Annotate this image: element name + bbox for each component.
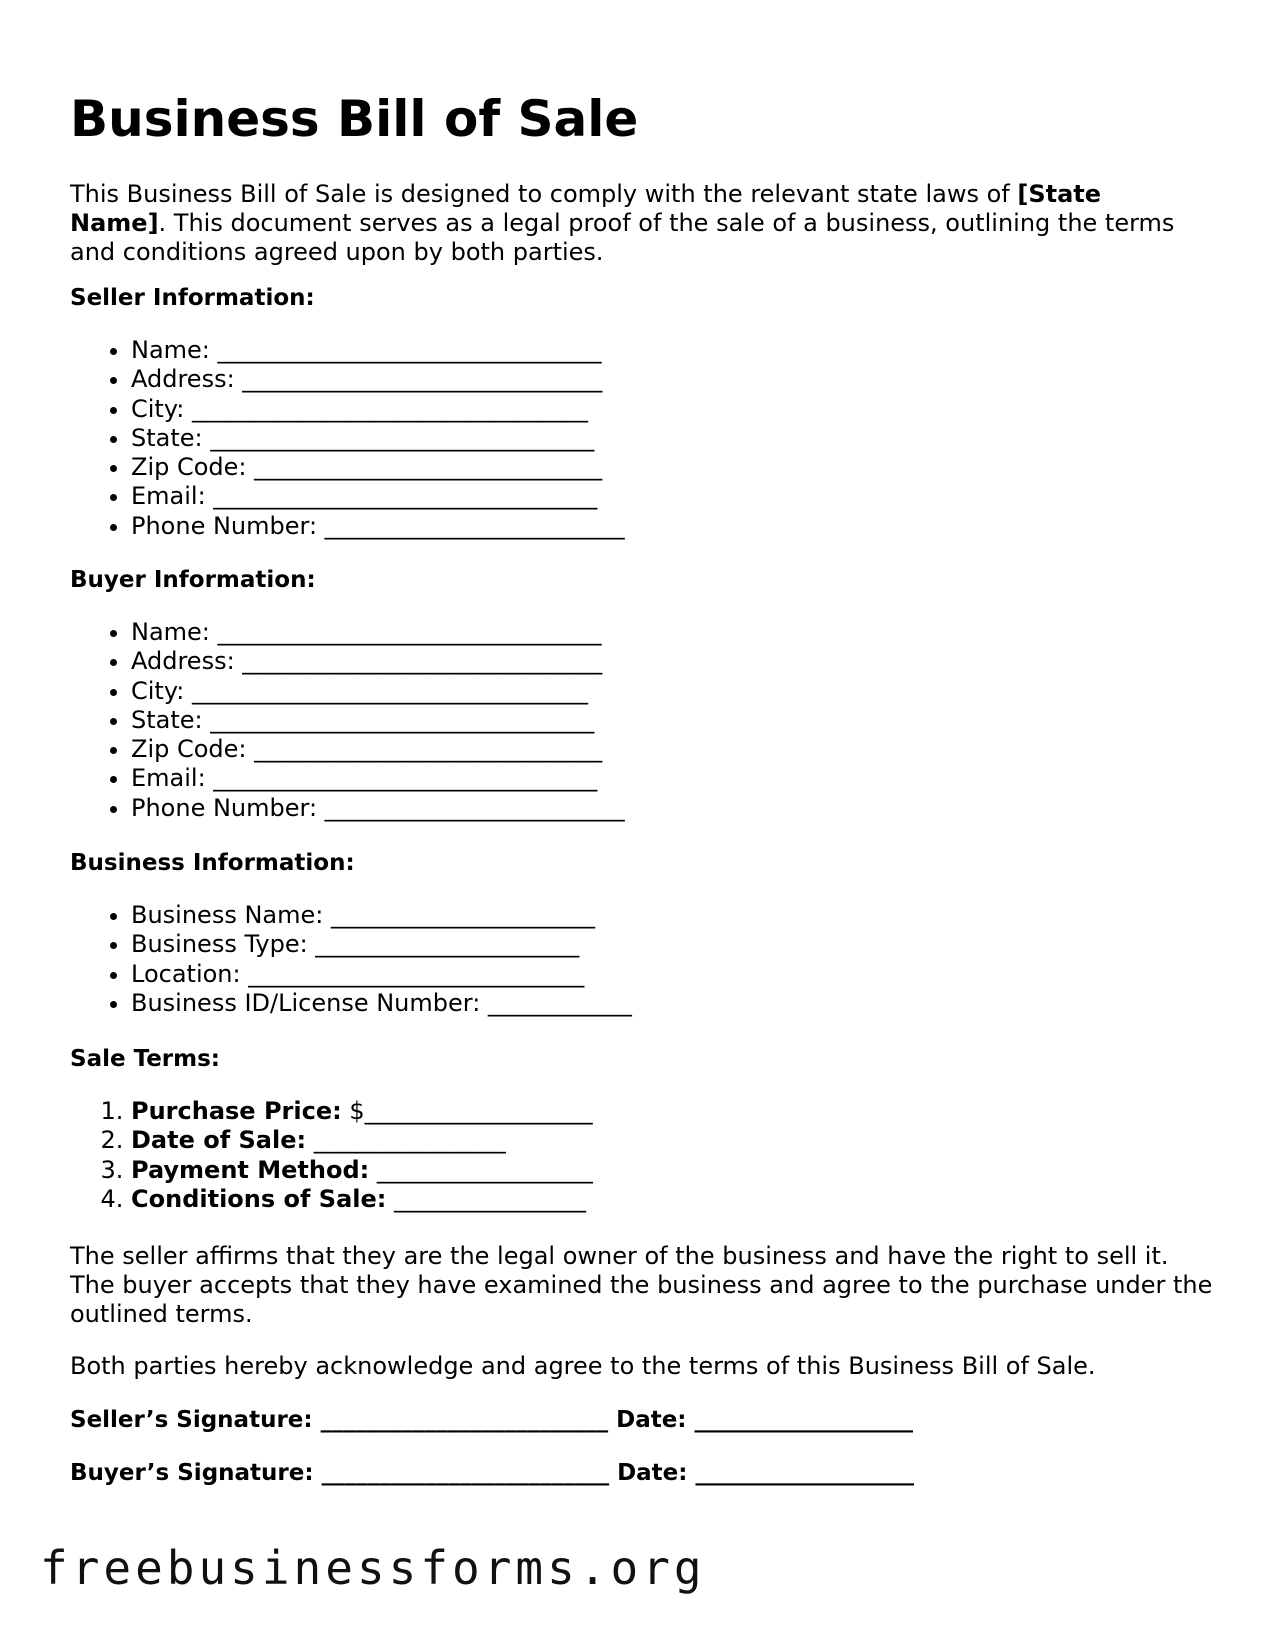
buyer-address-field[interactable]: • Address: ______________________________ (131, 647, 625, 676)
sale-terms-list (70, 1097, 593, 1214)
business-name-field[interactable]: • Business Name: ______________________ (131, 901, 632, 930)
seller-zip-field[interactable]: • Zip Code: _____________________________ (131, 453, 625, 482)
seller-city-field[interactable]: • City: _________________________________ (131, 395, 625, 424)
buyer-zip-field[interactable]: • Zip Code: _____________________________ (131, 735, 625, 764)
acknowledgement-paragraph: Both parties hereby acknowledge and agree to the terms of this Business Bill of Sale. (70, 1352, 1096, 1380)
sale-terms-heading: Sale Terms: (70, 1046, 221, 1072)
business-location-field[interactable]: • Location: ____________________________ (131, 960, 632, 989)
seller-address-field[interactable]: • Address: ______________________________ (131, 365, 625, 394)
seller-state-field[interactable]: • State: ________________________________ (131, 424, 625, 453)
buyer-signature-line[interactable]: Buyer’s Signature: _________________________ Date: ___________________ (70, 1460, 914, 1486)
seller-fields-list (70, 336, 625, 541)
buyer-city-field[interactable]: • City: _________________________________ (131, 677, 625, 706)
buyer-information-heading: Buyer Information: (70, 567, 316, 593)
seller-information-heading: Seller Information: (70, 285, 315, 311)
buyer-state-field[interactable]: • State: ________________________________ (131, 706, 625, 735)
site-watermark: freebusinessforms.org (40, 1541, 706, 1595)
intro-paragraph: This Business Bill of Sale is designed to comply with the relevant state laws of [State Name]. This document serves as a legal proof of the sale of a business, outlining the terms and conditions agreed upon by both parties. (70, 180, 1175, 266)
buyer-email-field[interactable]: • Email: ________________________________ (131, 764, 625, 793)
affirmation-paragraph: The seller affirms that they are the legal owner of the business and have the right to sell it. The buyer accepts that they have examined the business and agree to the purchase under the outlined terms. (70, 1242, 1213, 1328)
business-type-field[interactable]: • Business Type: ______________________ (131, 930, 632, 959)
buyer-phone-field[interactable]: • Phone Number: _________________________ (131, 794, 625, 823)
buyer-fields-list (70, 618, 625, 823)
business-license-field[interactable]: • Business ID/License Number: ____________ (131, 989, 632, 1018)
payment-method-field[interactable]: 3. Payment Method: __________________ (131, 1156, 593, 1185)
page-title: Business Bill of Sale (70, 90, 639, 148)
business-fields-list (70, 901, 632, 1018)
seller-name-field[interactable]: • Name: ________________________________ (131, 336, 625, 365)
business-information-heading: Business Information: (70, 850, 355, 876)
date-of-sale-field[interactable]: 2. Date of Sale: ________________ (131, 1126, 593, 1155)
purchase-price-field[interactable]: 1. Purchase Price: $___________________ (131, 1097, 593, 1126)
seller-signature-line[interactable]: Seller’s Signature: _________________________ Date: ___________________ (70, 1407, 914, 1433)
state-name-placeholder: [State Name] (70, 180, 1102, 237)
conditions-of-sale-field[interactable]: 4. Conditions of Sale: ________________ (131, 1185, 593, 1214)
buyer-name-field[interactable]: • Name: ________________________________ (131, 618, 625, 647)
seller-email-field[interactable]: • Email: ________________________________ (131, 482, 625, 511)
seller-phone-field[interactable]: • Phone Number: _________________________ (131, 512, 625, 541)
